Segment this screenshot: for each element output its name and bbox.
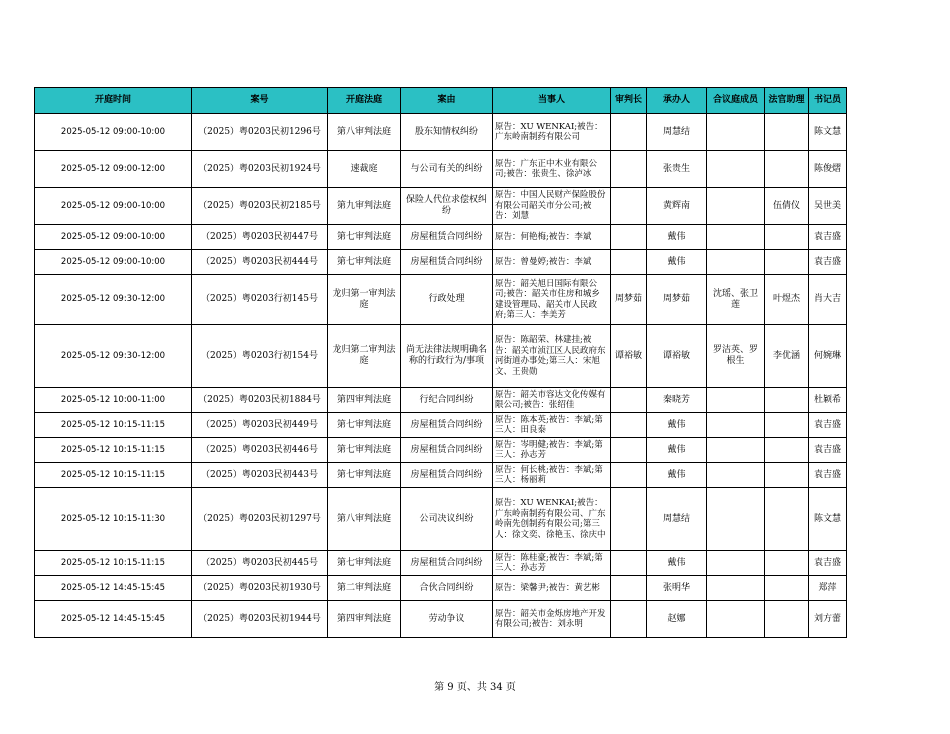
- cell-time: 2025-05-12 09:00-10:00: [35, 250, 192, 275]
- cell-assistant: [765, 601, 809, 638]
- cell-assistant: [765, 576, 809, 601]
- cell-assistant: [765, 551, 809, 576]
- cell-panel: [707, 463, 765, 488]
- cell-assistant: [765, 438, 809, 463]
- cell-handler: 戴伟: [647, 225, 707, 250]
- table-row: [35, 551, 847, 576]
- cell-time: 2025-05-12 09:00-12:00: [35, 151, 192, 188]
- cell-parties: 原告：梁馨尹;被告：黄艺彬: [493, 576, 611, 601]
- cell-parties: 原告：广东正中木业有限公司;被告：张贵生、徐泸冰: [493, 151, 611, 188]
- cell-time: 2025-05-12 10:15-11:15: [35, 413, 192, 438]
- cell-case-no: （2025）粤0203民初1924号: [192, 151, 328, 188]
- cell-clerk: 陈文慧: [809, 114, 847, 151]
- cell-assistant: 李优涵: [765, 325, 809, 388]
- cell-assistant: [765, 463, 809, 488]
- cell-presiding-judge: [611, 413, 647, 438]
- table-row: [35, 114, 847, 151]
- cell-case-no: （2025）粤0203民初1297号: [192, 488, 328, 551]
- cell-panel: [707, 576, 765, 601]
- cell-cause: 行纪合同纠纷: [401, 388, 493, 413]
- cell-assistant: [765, 488, 809, 551]
- cell-clerk: 袁吉盛: [809, 551, 847, 576]
- cell-case-no: （2025）粤0203民初446号: [192, 438, 328, 463]
- cell-presiding-judge: [611, 488, 647, 551]
- cell-panel: 沈瑶、张卫莲: [707, 275, 765, 325]
- cell-assistant: [765, 388, 809, 413]
- cell-court: 第八审判法庭: [328, 114, 401, 151]
- table-row: [35, 225, 847, 250]
- cell-assistant: 叶煜杰: [765, 275, 809, 325]
- cell-cause: 劳动争议: [401, 601, 493, 638]
- table-header-row: [35, 88, 847, 114]
- cell-cause: 尚无法律法规明确名称的行政行为/事项: [401, 325, 493, 388]
- cell-panel: [707, 413, 765, 438]
- cell-assistant: [765, 225, 809, 250]
- cell-handler: 戴伟: [647, 551, 707, 576]
- cell-court: 龙归第二审判法庭: [328, 325, 401, 388]
- cell-clerk: 袁吉盛: [809, 438, 847, 463]
- cell-cause: 公司决议纠纷: [401, 488, 493, 551]
- cell-time: 2025-05-12 14:45-15:45: [35, 601, 192, 638]
- cell-court: 第七审判法庭: [328, 463, 401, 488]
- cell-clerk: 陈文慧: [809, 488, 847, 551]
- cell-panel: [707, 250, 765, 275]
- cell-handler: 谭裕敏: [647, 325, 707, 388]
- cell-cause: 房屋租赁合同纠纷: [401, 413, 493, 438]
- cell-time: 2025-05-12 10:15-11:15: [35, 551, 192, 576]
- cell-time: 2025-05-12 09:00-10:00: [35, 114, 192, 151]
- cell-court: 速裁庭: [328, 151, 401, 188]
- cell-presiding-judge: 谭裕敏: [611, 325, 647, 388]
- cell-handler: 戴伟: [647, 413, 707, 438]
- cell-parties: 原告：陈桂豪;被告：李斌;第三人：孙志芳: [493, 551, 611, 576]
- cell-handler: 张贵生: [647, 151, 707, 188]
- page-footer: 第 9 页、共 34 页: [434, 682, 516, 693]
- cell-time: 2025-05-12 09:30-12:00: [35, 325, 192, 388]
- cell-clerk: 袁吉盛: [809, 250, 847, 275]
- cell-time: 2025-05-12 10:00-11:00: [35, 388, 192, 413]
- cell-parties: 原告：岑明健;被告：李斌;第三人：孙志芳: [493, 438, 611, 463]
- cell-handler: 黄辉南: [647, 188, 707, 225]
- table-row: [35, 275, 847, 325]
- cell-court: 龙归第一审判法庭: [328, 275, 401, 325]
- header-panel: 合议庭成员: [707, 88, 765, 114]
- cell-cause: 房屋租赁合同纠纷: [401, 225, 493, 250]
- cell-court: 第二审判法庭: [328, 576, 401, 601]
- header-court: 开庭法庭: [328, 88, 401, 114]
- cell-case-no: （2025）粤0203民初1930号: [192, 576, 328, 601]
- cell-court: 第八审判法庭: [328, 488, 401, 551]
- cell-panel: [707, 551, 765, 576]
- cell-handler: 周慧结: [647, 114, 707, 151]
- cell-case-no: （2025）粤0203民初1884号: [192, 388, 328, 413]
- cell-parties: 原告：韶关旭日国际有限公司;被告：韶关市住房和城乡建设管理局、韶关市人民政府;第三人：李美芳: [493, 275, 611, 325]
- cell-handler: 张明华: [647, 576, 707, 601]
- cell-presiding-judge: [611, 151, 647, 188]
- cell-clerk: 何婉琳: [809, 325, 847, 388]
- cell-parties: 原告：中国人民财产保险股份有限公司韶关市分公司;被告：刘慧: [493, 188, 611, 225]
- cell-panel: [707, 114, 765, 151]
- cell-panel: [707, 488, 765, 551]
- table-row: [35, 151, 847, 188]
- table-row: [35, 413, 847, 438]
- header-time: 开庭时间: [35, 88, 192, 114]
- cell-cause: 房屋租赁合同纠纷: [401, 463, 493, 488]
- cell-case-no: （2025）粤0203民初445号: [192, 551, 328, 576]
- cell-cause: 股东知情权纠纷: [401, 114, 493, 151]
- header-clerk: 书记员: [809, 88, 847, 114]
- cell-court: 第七审判法庭: [328, 413, 401, 438]
- cell-presiding-judge: [611, 576, 647, 601]
- cell-time: 2025-05-12 09:30-12:00: [35, 275, 192, 325]
- cell-case-no: （2025）粤0203民初443号: [192, 463, 328, 488]
- cell-time: 2025-05-12 10:15-11:15: [35, 463, 192, 488]
- cell-court: 第四审判法庭: [328, 388, 401, 413]
- cell-clerk: 郑萍: [809, 576, 847, 601]
- cell-case-no: （2025）粤0203民初444号: [192, 250, 328, 275]
- cell-presiding-judge: [611, 388, 647, 413]
- cell-assistant: 伍倩仪: [765, 188, 809, 225]
- cell-cause: 行政处理: [401, 275, 493, 325]
- cell-court: 第七审判法庭: [328, 250, 401, 275]
- header-cause: 案由: [401, 88, 493, 114]
- cell-case-no: （2025）粤0203民初2185号: [192, 188, 328, 225]
- cell-cause: 房屋租赁合同纠纷: [401, 551, 493, 576]
- cell-cause: 房屋租赁合同纠纷: [401, 438, 493, 463]
- cell-presiding-judge: [611, 601, 647, 638]
- cell-case-no: （2025）粤0203民初1944号: [192, 601, 328, 638]
- table-row: [35, 388, 847, 413]
- header-parties: 当事人: [493, 88, 611, 114]
- cell-presiding-judge: [611, 551, 647, 576]
- cell-parties: 原告：何艳梅;被告：李斌: [493, 225, 611, 250]
- cell-parties: 原告：曾曼婷;被告：李斌: [493, 250, 611, 275]
- cell-parties: 原告：XU WENKAI;被告：广东岭南制药有限公司: [493, 114, 611, 151]
- cell-time: 2025-05-12 10:15-11:15: [35, 438, 192, 463]
- table-row: [35, 250, 847, 275]
- cell-clerk: 刘方蕾: [809, 601, 847, 638]
- cell-case-no: （2025）粤0203行初154号: [192, 325, 328, 388]
- cell-presiding-judge: [611, 225, 647, 250]
- table-row: [35, 188, 847, 225]
- cell-handler: 戴伟: [647, 250, 707, 275]
- cell-presiding-judge: [611, 188, 647, 225]
- cell-time: 2025-05-12 10:15-11:30: [35, 488, 192, 551]
- cell-panel: 罗洁英、罗根生: [707, 325, 765, 388]
- cell-assistant: [765, 250, 809, 275]
- cell-assistant: [765, 151, 809, 188]
- cell-handler: 周慧结: [647, 488, 707, 551]
- cell-case-no: （2025）粤0203行初145号: [192, 275, 328, 325]
- table-row: [35, 601, 847, 638]
- cell-time: 2025-05-12 14:45-15:45: [35, 576, 192, 601]
- cell-presiding-judge: 周梦茹: [611, 275, 647, 325]
- header-handler: 承办人: [647, 88, 707, 114]
- cell-panel: [707, 438, 765, 463]
- cell-clerk: 袁吉盛: [809, 463, 847, 488]
- cell-handler: 周梦茹: [647, 275, 707, 325]
- cell-clerk: 吴世美: [809, 188, 847, 225]
- cell-clerk: 袁吉盛: [809, 413, 847, 438]
- cell-assistant: [765, 413, 809, 438]
- cell-parties: 原告：何长桃;被告：李斌;第三人：杨丽莉: [493, 463, 611, 488]
- cell-parties: 原告：XU WENKAI;被告：广东岭南制药有限公司、广东岭南先创制药有限公司;第三人：徐文奕、徐艳玉、徐庆中: [493, 488, 611, 551]
- cell-presiding-judge: [611, 463, 647, 488]
- header-case-no: 案号: [192, 88, 328, 114]
- cell-court: 第四审判法庭: [328, 601, 401, 638]
- table-row: [35, 576, 847, 601]
- cell-time: 2025-05-12 09:00-10:00: [35, 225, 192, 250]
- cell-panel: [707, 188, 765, 225]
- table-row: [35, 438, 847, 463]
- cell-clerk: 袁吉盛: [809, 225, 847, 250]
- table-body: [35, 114, 847, 638]
- cell-panel: [707, 225, 765, 250]
- table-row: [35, 325, 847, 388]
- cell-cause: 与公司有关的纠纷: [401, 151, 493, 188]
- hearing-schedule-table: [34, 87, 847, 638]
- cell-time: 2025-05-12 09:00-10:00: [35, 188, 192, 225]
- table-row: [35, 488, 847, 551]
- cell-court: 第七审判法庭: [328, 551, 401, 576]
- cell-panel: [707, 151, 765, 188]
- header-presiding-judge: 审判长: [611, 88, 647, 114]
- cell-clerk: 陈俊熠: [809, 151, 847, 188]
- cell-handler: 赵娜: [647, 601, 707, 638]
- cell-court: 第九审判法庭: [328, 188, 401, 225]
- cell-cause: 保险人代位求偿权纠纷: [401, 188, 493, 225]
- cell-presiding-judge: [611, 114, 647, 151]
- cell-handler: 戴伟: [647, 438, 707, 463]
- cell-case-no: （2025）粤0203民初1296号: [192, 114, 328, 151]
- cell-parties: 原告：陈本英;被告：李斌;第三人：田良泰: [493, 413, 611, 438]
- cell-clerk: 肖大吉: [809, 275, 847, 325]
- table-row: [35, 463, 847, 488]
- cell-parties: 原告：陈韶荣、林建挂;被告：韶关市浈江区人民政府东河街道办事处;第三人：宋旭文、王贵勋: [493, 325, 611, 388]
- cell-presiding-judge: [611, 438, 647, 463]
- cell-panel: [707, 388, 765, 413]
- cell-assistant: [765, 114, 809, 151]
- cell-presiding-judge: [611, 250, 647, 275]
- cell-clerk: 杜颖希: [809, 388, 847, 413]
- cell-handler: 秦晓芳: [647, 388, 707, 413]
- cell-cause: 房屋租赁合同纠纷: [401, 250, 493, 275]
- cell-case-no: （2025）粤0203民初449号: [192, 413, 328, 438]
- header-assistant: 法官助理: [765, 88, 809, 114]
- cell-case-no: （2025）粤0203民初447号: [192, 225, 328, 250]
- cell-parties: 原告：韶关市金烁房地产开发有限公司;被告：刘永明: [493, 601, 611, 638]
- cell-handler: 戴伟: [647, 463, 707, 488]
- cell-court: 第七审判法庭: [328, 225, 401, 250]
- cell-panel: [707, 601, 765, 638]
- cell-parties: 原告：韶关市容达文化传媒有限公司;被告：张绍佳: [493, 388, 611, 413]
- cell-court: 第七审判法庭: [328, 438, 401, 463]
- cell-cause: 合伙合同纠纷: [401, 576, 493, 601]
